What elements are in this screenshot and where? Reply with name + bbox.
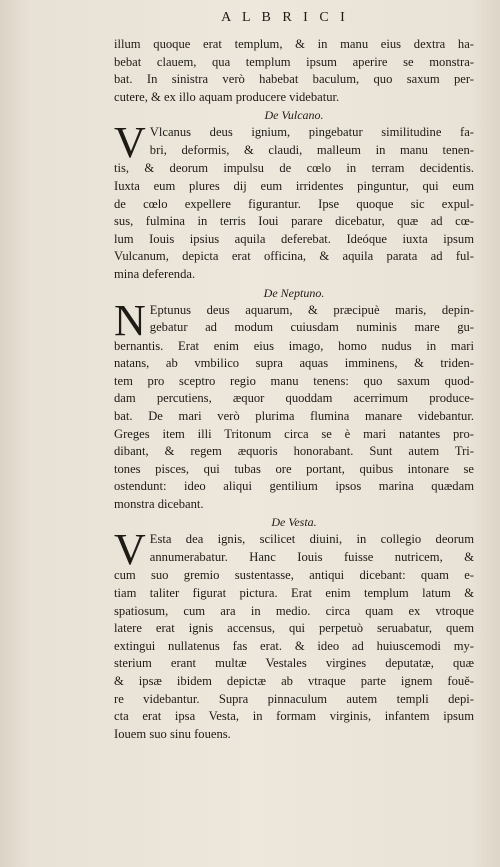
section-heading-vesta: De Vesta.: [271, 515, 317, 530]
text-line: illum quoque erat templum, & in manu eius dextra ha-: [114, 37, 474, 51]
text-line: tiam taliter figurat pictura. Erat enim templum latum &: [114, 586, 474, 601]
drop-cap: N: [114, 295, 146, 345]
drop-cap: V: [114, 118, 146, 168]
running-header: A L B R I C I: [221, 10, 349, 25]
text-line: Esta dea ignis, scilicet diuini, in collegio deorum: [149, 532, 474, 547]
text-line: gebatur ad modum cuiusdam numinis mare gu-: [149, 320, 474, 335]
text-line: lum Iouis ipsius aquila deferebat. Ideóque iuxta ipsum: [114, 231, 474, 246]
text-line: cta erat ipsa Vesta, in formam virginis, infantem ipsum: [114, 709, 474, 724]
paragraph-neptuno: [114, 295, 474, 514]
text-line: tones pisces, qui tubas ore portant, quibus intonare se: [114, 461, 474, 476]
text-line: & ipsæ ibidem depictæ ab vtraque parte ignem fouě-: [114, 674, 474, 689]
text-line: Vulcanum, depicta erat officina, & aquila parata ad ful-: [114, 249, 474, 264]
text-line: bat. De mari verò plurima flumina manare videbantur.: [114, 408, 474, 423]
page-body: [114, 36, 474, 743]
text-line: sus, fulmina in terris Ioui parare dicebatur, quæ ad cœ-: [114, 214, 474, 229]
text-line: cum suo gremio sustentasse, antiqui dicebant: quam e-: [114, 568, 474, 583]
text-line: sterium erant multæ Vestales virgines deputatæ, quæ: [114, 656, 474, 671]
text-line: Iuxta eum plures dij eum irridentes pinguntur, qui eum: [114, 178, 474, 193]
text-line: bebat clauem, qua templum ipsum aperire se monstra-: [114, 54, 474, 69]
text-line: re videbantur. Supra pinnaculum autem templi depi-: [114, 691, 474, 706]
text-line: Iouem suo sinu fouens.: [114, 726, 231, 741]
text-line: bernantis. Erat enim eius imago, homo nudus in mari: [114, 338, 474, 353]
text-line: Greges item illi Tritonum circa se è mari natantes pro-: [114, 426, 474, 441]
text-line: extingui nullatenus fas erat. & ideo ad huiuscemodi my-: [114, 638, 474, 653]
text-line: tis, & deorum impulsu de cœlo in terram decidentis.: [114, 161, 474, 176]
text-line: spatiosum, cum ara in medio. circa quam ex vtroque: [114, 603, 474, 618]
text-line: bat. In sinistra verò habebat baculum, quo saxum per-: [114, 72, 474, 87]
section-heading-vulcano: De Vulcano.: [264, 108, 324, 123]
text-line: latere erat ignis accensus, qui perpetuò seruabatur, quem: [114, 621, 474, 636]
text-line: dibant, & regem æquoris honorabant. Sunt autem Tri-: [114, 444, 474, 459]
text-line: dam percutiens, æquor quoddam acerrimum produce-: [114, 391, 474, 406]
text-line: Eptunus deus aquarum, & præcipuè maris, depin-: [149, 302, 474, 317]
text-line: ostendunt: ideo aliqui gentilium ipsos marina quædam: [114, 479, 474, 494]
text-line: monstra dicebant.: [114, 496, 204, 511]
text-line: natans, ab vmbilico supra aquas imminens, & triden-: [114, 356, 474, 371]
paragraph-vesta: [114, 525, 474, 743]
text-line: annumerabatur. Hanc Iouis fuisse nutricem, &: [149, 550, 474, 565]
drop-cap: V: [114, 525, 146, 575]
text-line: tem pro sceptro regio manu tenens: quo saxum quod-: [114, 373, 474, 388]
text-line: cutere, & ex illo aquam producere videbatur.: [114, 89, 340, 104]
intro-paragraph: [114, 36, 474, 106]
section-heading-neptuno: De Neptuno.: [263, 285, 325, 300]
text-line: mina deferenda.: [114, 266, 196, 281]
text-line: Vlcanus deus ignium, pingebatur similitudine fa-: [149, 125, 474, 140]
paragraph-vulcano: [114, 118, 474, 283]
text-line: de cœlo expellere figurantur. Ipse quoque sic expul-: [114, 196, 474, 211]
text-line: bri, deformis, & claudi, malleum in manu tenen-: [149, 142, 474, 157]
